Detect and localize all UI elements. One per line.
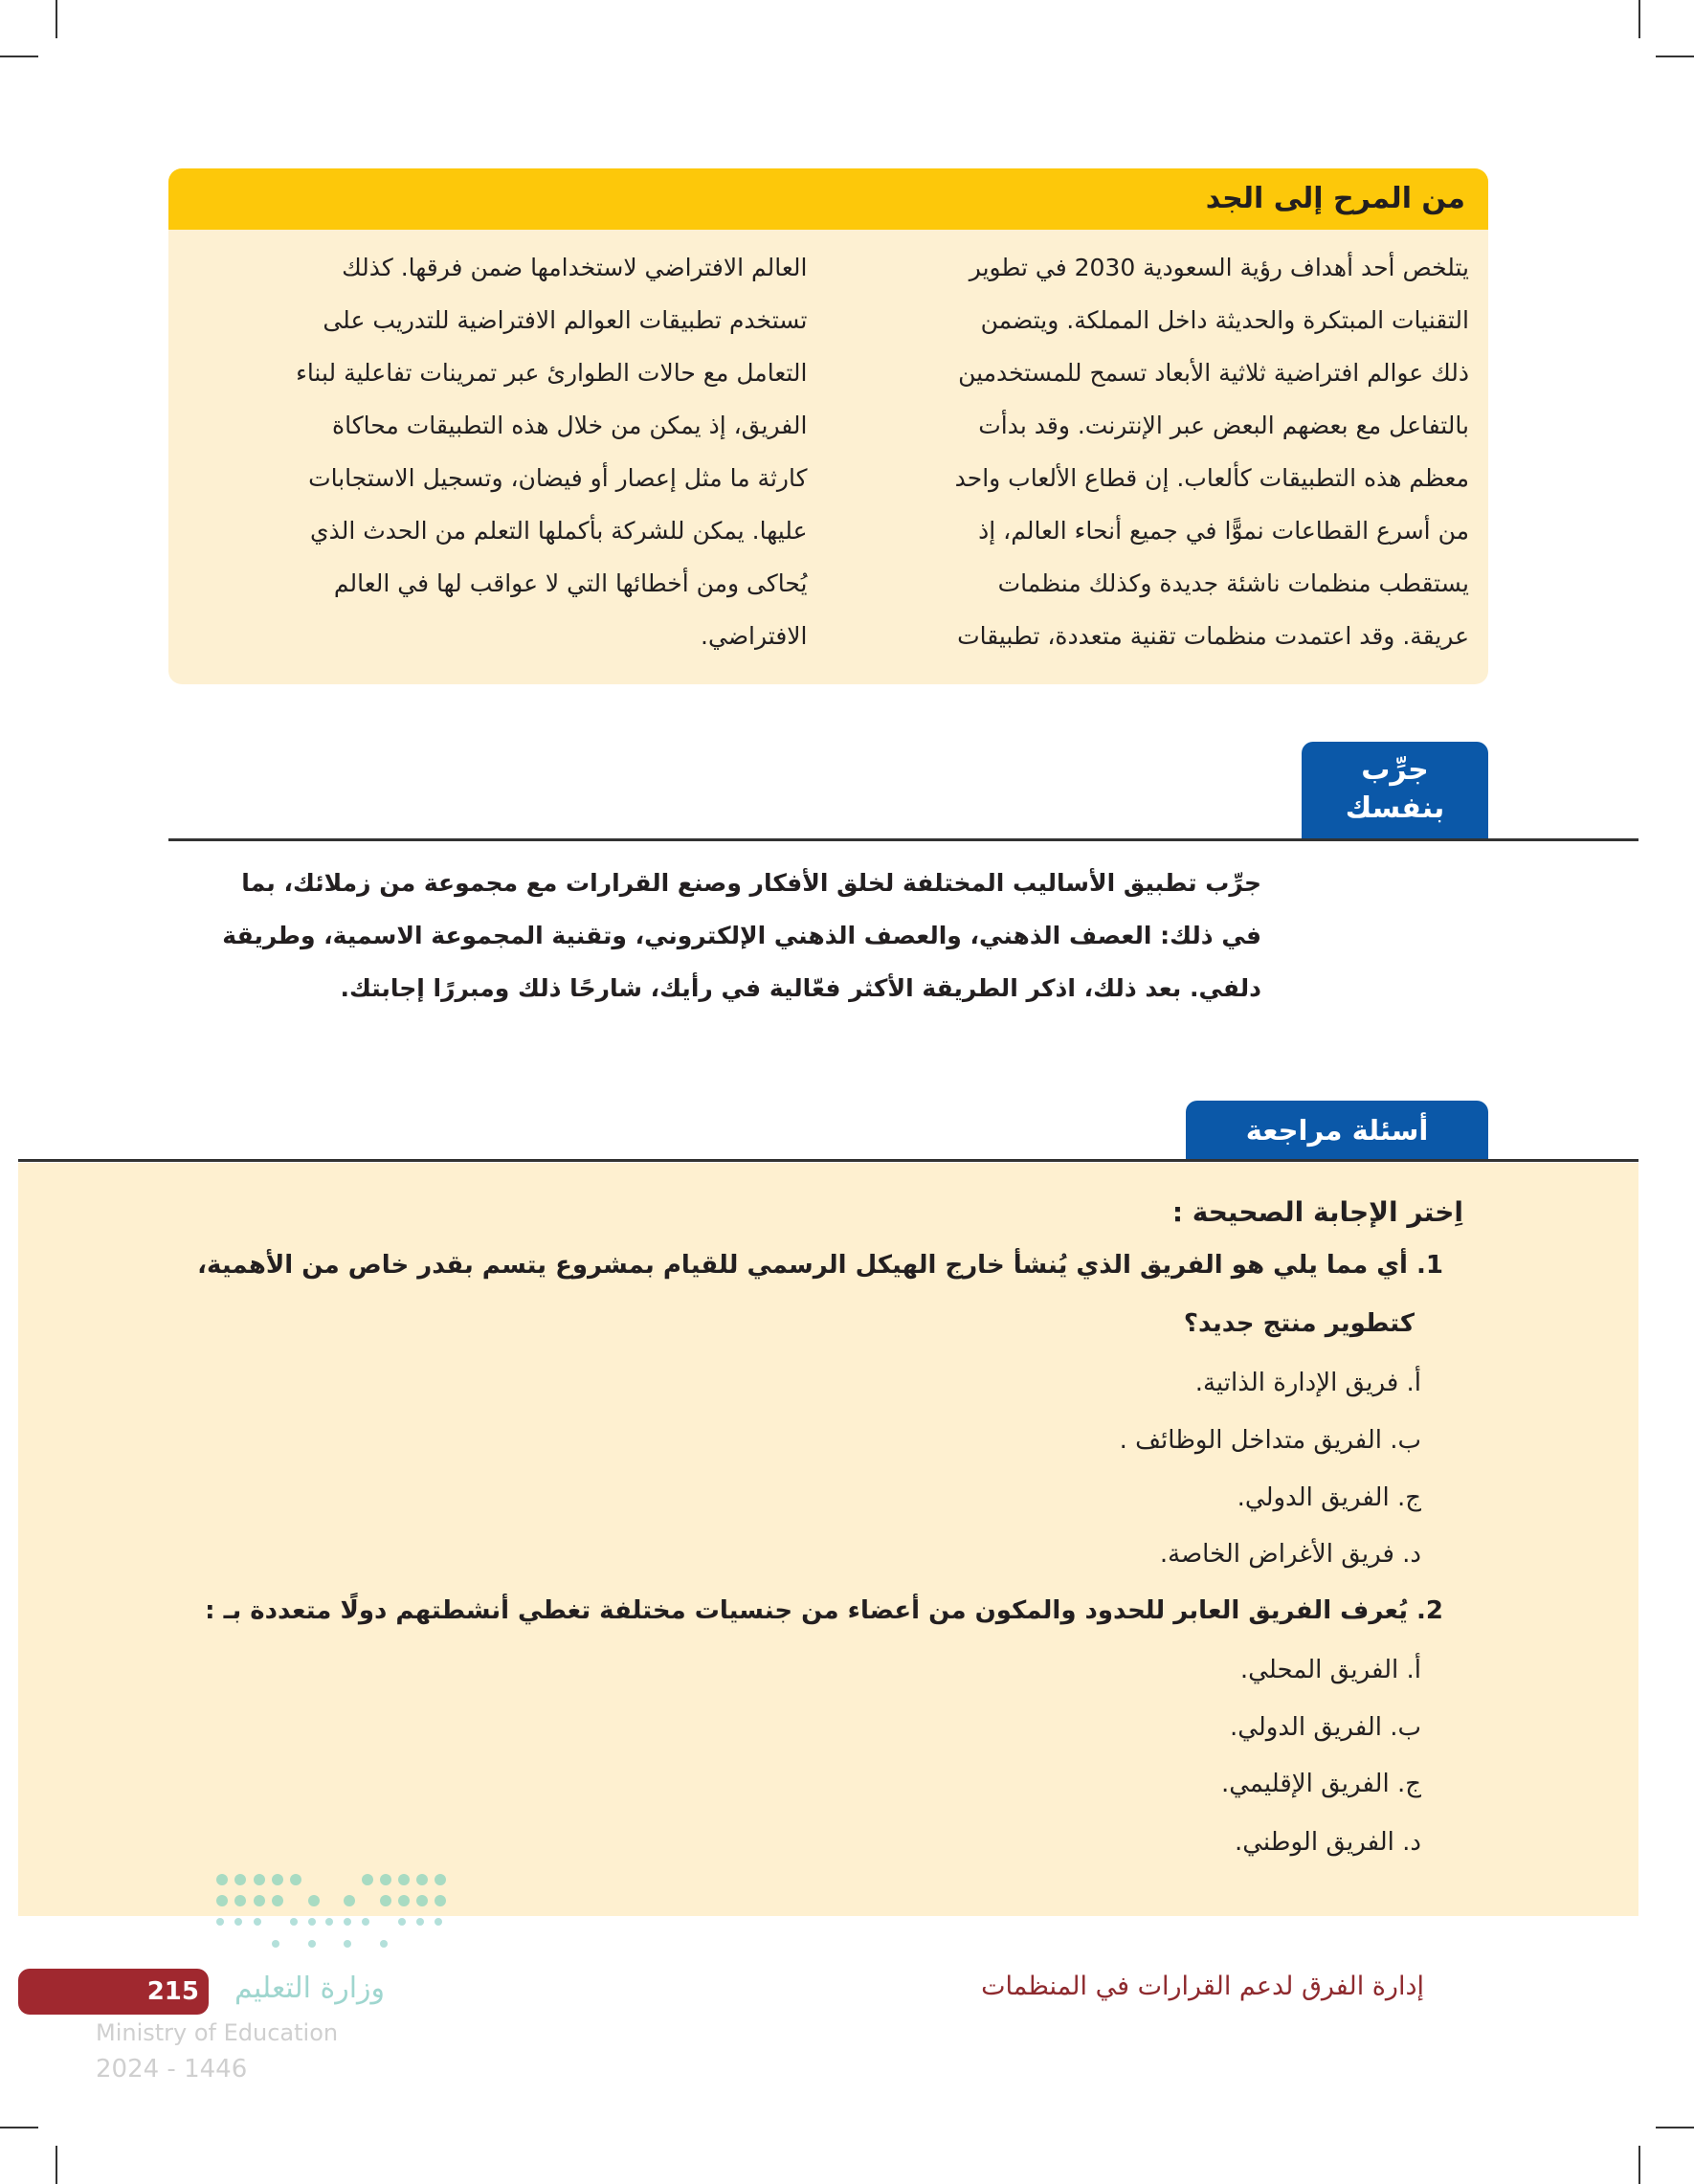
logo-dot [290, 1874, 301, 1885]
box-left-column [188, 241, 808, 662]
question-1: 1. أي مما يلي هو الفريق الذي يُنشأ خارج الهيكل الرسمي للقيام بمشروع يتسم بقدر خاص من الأهمية، [197, 1251, 1443, 1280]
text-line: التقنيات المبتكرة والحديثة داخل المملكة. ويتضمن [980, 306, 1469, 334]
logo-dot [254, 1874, 265, 1885]
text-line: جرِّب تطبيق الأساليب المختلفة لخلق الأفكار وصنع القرارات مع مجموعة من زملائك، بما [241, 869, 1261, 897]
text-line: يُحاكى ومن أخطائها التي لا عواقب لها في العالم [333, 569, 808, 597]
review-questions-tab: أسئلة مراجعة [1186, 1101, 1488, 1160]
text-line: عريقة. وقد اعتمدت منظمات تقنية متعددة، تطبيقات [957, 622, 1469, 650]
q2-option-d[interactable]: د. الفريق الوطني. [1235, 1828, 1421, 1857]
text-line: من أسرع القطاعات نموًّا في جميع أنحاء العالم، إذ [978, 517, 1469, 545]
logo-dot [254, 1895, 265, 1906]
q1-option-a[interactable]: أ. فريق الإدارة الذاتية. [1194, 1369, 1421, 1397]
logo-dot [325, 1918, 333, 1926]
logo-dot [416, 1895, 428, 1906]
logo-dot [272, 1874, 283, 1885]
page-number: 215 [146, 1977, 199, 2006]
logo-dot [398, 1895, 410, 1906]
logo-dot [308, 1895, 320, 1906]
box-right-column [850, 241, 1470, 662]
q1-option-d[interactable]: د. فريق الأغراض الخاصة. [1159, 1540, 1421, 1569]
q1-option-c[interactable]: ج. الفريق الدولي. [1237, 1483, 1421, 1512]
logo-dot [290, 1918, 298, 1926]
instruction: اِختر الإجابة الصحيحة : [1171, 1196, 1463, 1228]
logo-dot [380, 1874, 391, 1885]
question-2: 2. يُعرف الفريق العابر للحدود والمكون من أعضاء من جنسيات مختلفة تغطي أنشطتهم دولًا متعددة بـ : [205, 1596, 1443, 1625]
text-line: الافتراضي. [701, 622, 808, 650]
logo-dot [272, 1895, 283, 1906]
logo-dot [435, 1895, 446, 1906]
divider [18, 1159, 1638, 1162]
text-line: دلفي. بعد ذلك، اذكر الطريقة الأكثر فعّالية في رأيك، شارحًا ذلك ومبررًا إجابتك. [340, 974, 1261, 1002]
logo-dot [362, 1874, 373, 1885]
text-line: الفريق، إذ يمكن من خلال هذه التطبيقات محاكاة [332, 412, 808, 439]
text-line: معظم هذه التطبيقات كألعاب. إن قطاع الألعاب واحد [954, 464, 1469, 492]
logo-dot [234, 1874, 246, 1885]
text-line: عليها. يمكن للشركة بأكملها التعلم من الحدث الذي [310, 517, 808, 545]
text-line: يستقطب منظمات ناشئة جديدة وكذلك منظمات [997, 569, 1469, 597]
tab-line: بنفسك [1345, 791, 1445, 825]
logo-dot [380, 1895, 391, 1906]
logo-dot [435, 1918, 442, 1926]
text-line: بالتفاعل مع بعضهم البعض عبر الإنترنت. وقد بدأت [978, 412, 1469, 439]
logo-dot [344, 1895, 355, 1906]
q1-option-b[interactable]: ب. الفريق متداخل الوظائف . [1119, 1426, 1421, 1455]
try-yourself-tab [1302, 742, 1488, 839]
logo-dot [398, 1918, 406, 1926]
logo-dot [344, 1940, 351, 1948]
logo-dot [254, 1918, 261, 1926]
text-line: العالم الافتراضي لاستخدامها ضمن فرقها. كذلك [342, 254, 808, 281]
page-number-badge [18, 1969, 209, 2015]
text-line: ذلك عوالم افتراضية ثلاثية الأبعاد تسمح للمستخدمين [958, 359, 1469, 387]
q2-option-a[interactable]: أ. الفريق المحلي. [1239, 1656, 1421, 1684]
text-line: التعامل مع حالات الطوارئ عبر تمرينات تفاعلية لبناء [296, 359, 808, 387]
text-line: في ذلك: العصف الذهني، والعصف الذهني الإلكتروني، وتقنية المجموعة الاسمية، وطريقة [222, 922, 1261, 949]
divider [168, 838, 1638, 841]
logo-dot [216, 1918, 224, 1926]
tab-line: جرِّب [1361, 753, 1429, 787]
crop-mark [0, 2127, 38, 2128]
q2-option-b[interactable]: ب. الفريق الدولي. [1229, 1713, 1421, 1742]
logo-dot [234, 1895, 246, 1906]
logo-dot [308, 1918, 316, 1926]
logo-dot [398, 1874, 410, 1885]
logo-dot [344, 1918, 351, 1926]
year: 2024 - 1446 [96, 2055, 248, 2084]
crop-mark [56, 0, 57, 38]
logo-dot [380, 1940, 388, 1948]
crop-mark [1638, 2146, 1640, 2184]
question-1-cont: كتطوير منتج جديد؟ [1183, 1309, 1415, 1338]
crop-mark [56, 2146, 57, 2184]
crop-mark [1656, 56, 1694, 57]
logo-dot [362, 1918, 369, 1926]
logo-dot [234, 1918, 242, 1926]
crop-mark [1638, 0, 1640, 38]
text-line: تستخدم تطبيقات العوالم الافتراضية للتدريب على [323, 306, 808, 334]
logo-dot [435, 1874, 446, 1885]
text-line: يتلخص أحد أهداف رؤية السعودية 2030 في تطوير [969, 254, 1469, 281]
box-title: من المرح إلى الجد [168, 168, 1488, 230]
ministry-name-ar: وزارة التعليم [234, 1972, 386, 2005]
chapter-title: إدارة الفرق لدعم القرارات في المنظمات [981, 1972, 1424, 2001]
q2-option-c[interactable]: ج. الفريق الإقليمي. [1220, 1770, 1421, 1798]
logo-dot [216, 1895, 228, 1906]
logo-dot [308, 1940, 316, 1948]
logo-dot [416, 1918, 424, 1926]
try-yourself-text [222, 857, 1261, 1014]
crop-mark [1656, 2127, 1694, 2128]
crop-mark [0, 56, 38, 57]
logo-dot [416, 1874, 428, 1885]
logo-dot [216, 1874, 228, 1885]
fun-to-serious-box [168, 168, 1488, 684]
ministry-name-en: Ministry of Education [96, 2019, 339, 2046]
text-line: كارثة ما مثل إعصار أو فيضان، وتسجيل الاستجابات [308, 464, 808, 492]
logo-dot [272, 1940, 279, 1948]
